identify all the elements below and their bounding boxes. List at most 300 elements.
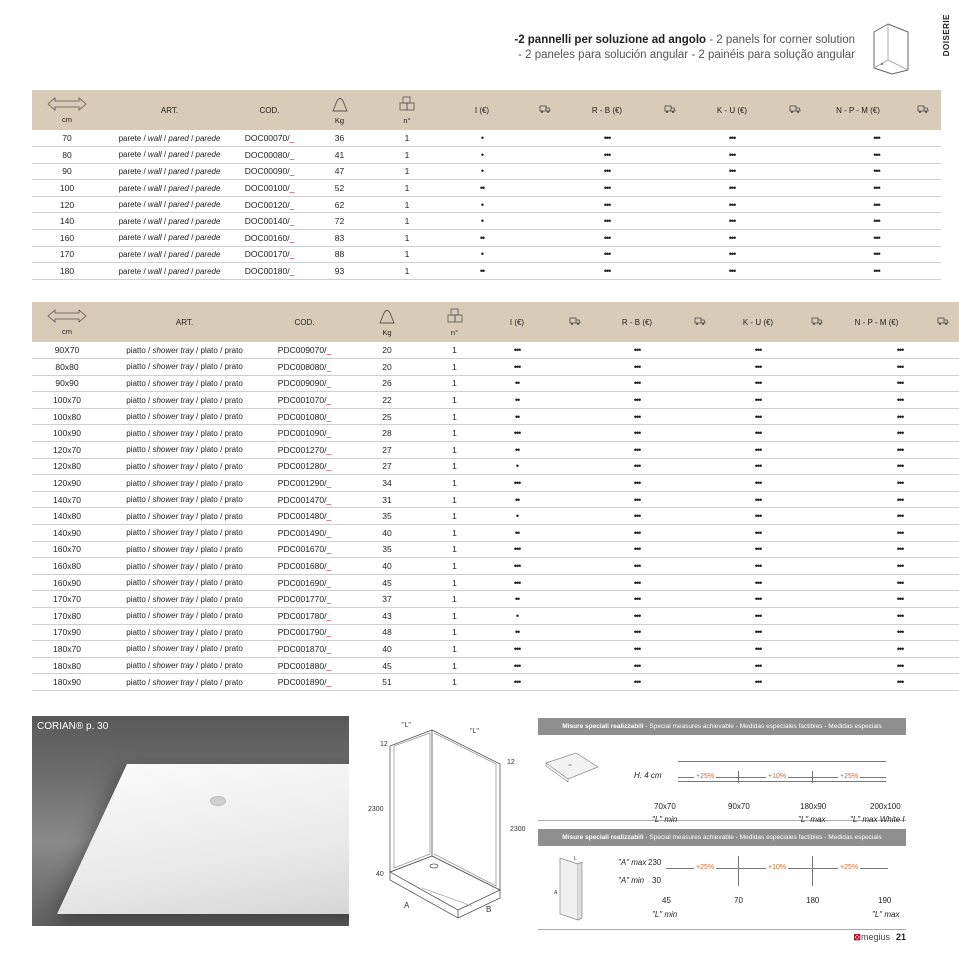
availability-npm-cell-text: ••• xyxy=(896,610,904,621)
availability-ku-cell-text: ••• xyxy=(754,511,762,522)
tick-mark xyxy=(812,856,813,886)
spacer-cell xyxy=(652,130,687,147)
weight-cell xyxy=(342,408,432,425)
article-cell-text: parete / wall / pared / parede xyxy=(118,200,221,210)
size-cell-text: 80 xyxy=(62,149,72,160)
table-row xyxy=(32,541,959,558)
availability-i-cell xyxy=(477,574,557,591)
article-cell xyxy=(102,541,267,558)
col-cm-header xyxy=(32,302,102,342)
box2-head-rest: - Special measures achievable - Medidas especiales factibles - Medidas especiais xyxy=(643,834,882,841)
packages-cell-text: 1 xyxy=(452,428,457,439)
col-art-header: ART. xyxy=(175,317,194,327)
box2-body xyxy=(538,846,906,930)
finish-suffix-mark: _ xyxy=(326,561,332,572)
size-cell-text: 170x70 xyxy=(53,594,81,605)
table-row xyxy=(32,408,959,425)
spacer-cell xyxy=(777,163,812,180)
a-min-label: "A" min xyxy=(618,876,645,885)
availability-npm-cell xyxy=(834,442,959,459)
article-cell-text: parete / wall / pared / parede xyxy=(118,183,221,193)
kg-label: Kg xyxy=(382,327,392,337)
packages-cell-text: 1 xyxy=(452,461,457,472)
availability-npm-cell xyxy=(834,375,959,392)
availability-rb-cell-text: ••• xyxy=(633,378,641,389)
availability-rb-cell-text: ••• xyxy=(603,199,611,210)
size-cell xyxy=(32,130,102,147)
weight-cell xyxy=(302,196,377,213)
packages-cell-text: 1 xyxy=(452,660,457,671)
availability-ku-cell xyxy=(717,375,799,392)
packages-cell-text: 1 xyxy=(452,395,457,406)
spacer-cell xyxy=(557,491,592,508)
truck-icon xyxy=(682,302,717,342)
availability-ku-cell-text: ••• xyxy=(754,577,762,588)
finish-suffix-mark: _ xyxy=(289,266,295,277)
a-max-value: 230 xyxy=(648,858,662,867)
size-cell xyxy=(32,491,102,508)
availability-npm-cell xyxy=(834,359,959,376)
article-cell xyxy=(102,392,267,409)
availability-rb-cell xyxy=(592,591,682,608)
code-cell-text: DOC00170/ xyxy=(244,249,290,260)
availability-i-cell-text: • xyxy=(480,216,484,227)
availability-npm-cell xyxy=(834,491,959,508)
table-row xyxy=(32,508,959,525)
spacer-cell xyxy=(799,458,834,475)
a-max-label: "A" max xyxy=(618,858,647,867)
heading-line2: - 2 paneles para solución angular - 2 painéis para solução angular xyxy=(518,49,855,61)
spacer-cell xyxy=(652,246,687,263)
tray-sketch-icon xyxy=(542,749,602,785)
packages-cell-text: 1 xyxy=(452,478,457,489)
availability-rb-cell xyxy=(562,147,652,164)
availability-i-cell xyxy=(477,442,557,459)
weight-cell xyxy=(342,525,432,542)
article-cell-text: piatto / shower tray / plato / prato xyxy=(126,345,243,355)
packages-cell-text: 1 xyxy=(452,411,457,422)
spacer-cell xyxy=(682,657,717,674)
finish-suffix-mark: _ xyxy=(289,133,295,144)
availability-rb-cell xyxy=(592,641,682,658)
tick-label: 70 xyxy=(734,896,743,905)
packages-cell xyxy=(432,458,477,475)
truck-icon xyxy=(919,302,959,342)
spacer-cell xyxy=(527,163,562,180)
packages-cell-text: 1 xyxy=(452,577,457,588)
code-cell xyxy=(237,180,302,197)
packages-cell-text: 1 xyxy=(404,216,410,227)
truck-icon xyxy=(777,90,812,130)
weight-cell xyxy=(342,491,432,508)
code-cell-text: PDC001070/ xyxy=(277,395,327,406)
availability-i-cell xyxy=(477,475,557,492)
weight-cell xyxy=(342,591,432,608)
code-cell-text: PDC001690/ xyxy=(277,577,327,588)
weight-cell xyxy=(302,213,377,230)
availability-npm-cell xyxy=(834,591,959,608)
availability-rb-cell xyxy=(592,491,682,508)
article-cell-text: piatto / shower tray / plato / prato xyxy=(126,478,243,488)
availability-ku-cell-text: ••• xyxy=(754,660,762,671)
article-cell xyxy=(102,624,267,641)
size-cell xyxy=(32,213,102,230)
article-cell-text: piatto / shower tray / plato / prato xyxy=(126,395,243,405)
table-row xyxy=(32,425,959,442)
truck-icon xyxy=(904,90,941,130)
size-cell-text: 100x90 xyxy=(53,428,81,439)
finish-suffix-mark: _ xyxy=(289,216,295,227)
packages-cell-text: 1 xyxy=(452,643,457,654)
drawing-label-l2: "L" xyxy=(470,728,479,735)
availability-i-cell-text: •• xyxy=(514,527,520,538)
size-cell xyxy=(32,392,102,409)
availability-npm-cell xyxy=(812,147,941,164)
weight-cell-text: 35 xyxy=(382,511,392,522)
tick-label: 70x70 xyxy=(654,802,676,811)
availability-ku-cell-text: ••• xyxy=(754,444,762,455)
availability-npm-cell xyxy=(834,342,959,359)
availability-npm-cell xyxy=(834,475,959,492)
availability-npm-cell-text: ••• xyxy=(896,378,904,389)
availability-i-cell xyxy=(477,541,557,558)
technical-drawing xyxy=(362,716,527,926)
availability-ku-cell xyxy=(717,458,799,475)
availability-rb-cell-text: ••• xyxy=(603,166,611,177)
availability-rb-cell-text: ••• xyxy=(633,594,641,605)
availability-npm-cell xyxy=(834,674,959,691)
spacer-cell xyxy=(799,674,834,691)
availability-i-cell-text: •• xyxy=(514,395,520,406)
availability-rb-cell xyxy=(562,180,652,197)
size-cell-text: 180 xyxy=(59,266,75,277)
availability-ku-cell xyxy=(717,342,799,359)
article-cell-text: piatto / shower tray / plato / prato xyxy=(126,412,243,422)
availability-rb-cell xyxy=(592,392,682,409)
availability-ku-cell-text: ••• xyxy=(728,149,736,160)
availability-npm-cell xyxy=(834,425,959,442)
availability-npm-cell-text: ••• xyxy=(896,478,904,489)
article-cell-text: parete / wall / pared / parede xyxy=(118,249,221,259)
spacer-cell xyxy=(652,163,687,180)
spacer-cell xyxy=(527,147,562,164)
code-cell-text: PDC009070/ xyxy=(277,345,327,356)
availability-ku-cell-text: ••• xyxy=(754,378,762,389)
packages-cell xyxy=(377,196,437,213)
availability-i-cell xyxy=(477,392,557,409)
availability-i-cell-text: ••• xyxy=(513,577,521,588)
article-cell xyxy=(102,375,267,392)
availability-ku-cell xyxy=(687,263,777,280)
size-cell xyxy=(32,458,102,475)
spacer-cell xyxy=(557,624,592,641)
spacer-cell xyxy=(682,558,717,575)
size-cell-text: 80x80 xyxy=(55,361,79,372)
packages-cell xyxy=(432,392,477,409)
spacer-cell xyxy=(799,541,834,558)
size-cell xyxy=(32,196,102,213)
shower-tray-image xyxy=(57,764,349,914)
spacer-cell xyxy=(557,657,592,674)
article-cell xyxy=(102,657,267,674)
article-cell-text: piatto / shower tray / plato / prato xyxy=(126,561,243,571)
packages-cell-text: 1 xyxy=(404,199,410,210)
availability-i-cell xyxy=(437,130,527,147)
tick-label: 200x100 xyxy=(870,802,901,811)
packages-cell xyxy=(432,608,477,625)
weight-cell-text: 43 xyxy=(382,610,392,621)
spacer-cell xyxy=(682,574,717,591)
availability-ku-cell xyxy=(717,508,799,525)
availability-rb-cell xyxy=(592,408,682,425)
weight-cell xyxy=(302,130,377,147)
availability-rb-cell-text: ••• xyxy=(633,677,641,688)
code-cell xyxy=(267,608,342,625)
article-cell-text: piatto / shower tray / plato / prato xyxy=(126,544,243,554)
size-cell-text: 70 xyxy=(62,133,72,144)
weight-cell xyxy=(342,558,432,575)
availability-rb-cell-text: ••• xyxy=(603,232,611,243)
article-cell-text: piatto / shower tray / plato / prato xyxy=(126,428,243,438)
availability-npm-cell xyxy=(834,558,959,575)
spacer-cell xyxy=(777,213,812,230)
availability-ku-cell xyxy=(717,624,799,641)
weight-cell-text: 22 xyxy=(382,395,392,406)
availability-rb-cell xyxy=(592,342,682,359)
box2-head-bold: Misure speciali realizzabili xyxy=(562,834,644,841)
size-cell xyxy=(32,425,102,442)
shower-tray-table xyxy=(32,302,959,691)
spacer-cell xyxy=(682,508,717,525)
drawing-label-b: B xyxy=(486,905,492,914)
size-cell-text: 90x90 xyxy=(55,378,79,389)
weight-cell xyxy=(302,180,377,197)
availability-i-cell-text: ••• xyxy=(513,561,521,572)
packages-cell xyxy=(432,591,477,608)
weight-cell xyxy=(302,246,377,263)
article-cell xyxy=(102,147,237,164)
table-row xyxy=(32,230,941,247)
finish-suffix-mark: _ xyxy=(326,594,332,605)
truck-icon xyxy=(799,302,834,342)
spacer-cell xyxy=(799,624,834,641)
availability-ku-cell xyxy=(717,541,799,558)
availability-npm-cell xyxy=(834,657,959,674)
availability-rb-cell-text: ••• xyxy=(633,361,641,372)
availability-npm-cell-text: ••• xyxy=(873,266,880,277)
availability-npm-cell-text: ••• xyxy=(896,461,904,472)
availability-i-cell xyxy=(477,657,557,674)
code-cell xyxy=(237,163,302,180)
product-photo xyxy=(32,716,349,926)
weight-cell-text: 34 xyxy=(382,478,392,489)
table-row xyxy=(32,458,959,475)
article-cell xyxy=(102,359,267,376)
spacer-cell xyxy=(652,213,687,230)
article-cell xyxy=(102,574,267,591)
availability-npm-cell-text: ••• xyxy=(896,494,904,505)
article-cell xyxy=(102,475,267,492)
availability-rb-cell xyxy=(592,608,682,625)
spacer-cell xyxy=(682,359,717,376)
availability-ku-cell xyxy=(717,657,799,674)
spacer-cell xyxy=(557,475,592,492)
availability-ku-cell xyxy=(717,641,799,658)
panel-sketch-icon xyxy=(552,854,588,924)
drawing-label-base: 40 xyxy=(376,871,384,878)
tick-label: 190 xyxy=(878,896,892,905)
code-cell xyxy=(237,246,302,263)
finish-suffix-mark: _ xyxy=(289,232,295,243)
code-cell-text: DOC00160/ xyxy=(244,232,290,243)
table-row xyxy=(32,574,959,591)
availability-ku-cell-text: ••• xyxy=(728,199,736,210)
spacer-cell xyxy=(799,442,834,459)
n-label: n° xyxy=(450,327,459,337)
availability-i-cell xyxy=(437,196,527,213)
availability-i-cell-text: ••• xyxy=(513,428,521,439)
packages-cell xyxy=(432,475,477,492)
weight-cell xyxy=(302,230,377,247)
availability-rb-cell xyxy=(562,246,652,263)
table-row xyxy=(32,674,959,691)
col-npm-header: N - P - M (€) xyxy=(836,105,880,115)
size-cell xyxy=(32,375,102,392)
availability-i-cell xyxy=(477,674,557,691)
size-cell xyxy=(32,475,102,492)
spacer-cell xyxy=(682,408,717,425)
availability-ku-cell-text: ••• xyxy=(728,216,736,227)
availability-rb-cell xyxy=(592,574,682,591)
weight-cell xyxy=(342,657,432,674)
weight-cell xyxy=(342,641,432,658)
availability-npm-cell-text: ••• xyxy=(896,361,904,372)
truck-icon xyxy=(652,90,687,130)
availability-ku-cell xyxy=(717,442,799,459)
size-cell-text: 120x70 xyxy=(53,444,81,455)
availability-npm-cell-text: ••• xyxy=(896,395,904,406)
a-min-value: 30 xyxy=(652,876,661,885)
spacer-cell xyxy=(652,147,687,164)
availability-npm-cell-text: ••• xyxy=(896,660,904,671)
weight-cell-text: 45 xyxy=(382,577,392,588)
size-cell-text: 180x70 xyxy=(53,643,81,654)
tick-label: 180x90 xyxy=(800,802,827,811)
drawing-label-a: A xyxy=(404,901,410,910)
article-cell xyxy=(102,508,267,525)
panel-l-label: L xyxy=(574,856,577,862)
availability-rb-cell-text: ••• xyxy=(633,627,641,638)
size-cell-text: 160x80 xyxy=(53,561,81,572)
packages-cell-text: 1 xyxy=(404,183,410,194)
availability-i-cell-text: •• xyxy=(514,378,520,389)
col-cm-header xyxy=(32,90,102,130)
code-cell-text: PDC001490/ xyxy=(277,527,327,538)
weight-cell xyxy=(302,163,377,180)
availability-ku-cell xyxy=(687,213,777,230)
brand-name: megius xyxy=(860,932,890,942)
availability-ku-cell xyxy=(717,591,799,608)
availability-ku-cell-text: ••• xyxy=(754,395,762,406)
code-cell xyxy=(267,408,342,425)
weight-cell-text: 52 xyxy=(334,183,345,194)
availability-rb-cell-text: ••• xyxy=(633,511,641,522)
availability-i-cell-text: •• xyxy=(479,183,485,194)
availability-i-cell xyxy=(477,558,557,575)
packages-cell xyxy=(432,425,477,442)
availability-ku-cell-text: ••• xyxy=(754,544,762,555)
size-cell-text: 180x90 xyxy=(53,677,81,688)
col-n-header xyxy=(432,302,477,342)
code-cell xyxy=(267,657,342,674)
availability-i-cell xyxy=(437,180,527,197)
availability-rb-cell xyxy=(592,525,682,542)
tick-mark xyxy=(738,856,739,886)
availability-rb-cell-text: ••• xyxy=(633,411,641,422)
spacer-cell xyxy=(799,408,834,425)
article-cell-text: piatto / shower tray / plato / prato xyxy=(126,461,243,471)
availability-npm-cell xyxy=(812,246,941,263)
article-cell xyxy=(102,458,267,475)
article-cell-text: parete / wall / pared / parede xyxy=(118,166,221,176)
table-row xyxy=(32,180,941,197)
article-cell-text: piatto / shower tray / plato / prato xyxy=(126,378,243,388)
availability-ku-cell-text: ••• xyxy=(754,643,762,654)
table-row xyxy=(32,147,941,164)
availability-i-cell xyxy=(477,491,557,508)
weight-cell-text: 36 xyxy=(334,133,345,144)
spacer-cell xyxy=(799,475,834,492)
availability-rb-cell-text: ••• xyxy=(603,249,611,260)
size-cell-text: 100x80 xyxy=(53,411,81,422)
article-cell xyxy=(102,408,267,425)
article-cell-text: piatto / shower tray / plato / prato xyxy=(126,511,243,521)
packages-cell xyxy=(432,408,477,425)
code-cell xyxy=(267,458,342,475)
availability-npm-cell xyxy=(812,230,941,247)
code-cell xyxy=(237,196,302,213)
spacer-cell xyxy=(557,641,592,658)
size-cell-text: 90X70 xyxy=(54,345,80,356)
wall-panels-table xyxy=(32,90,941,280)
availability-ku-cell xyxy=(687,147,777,164)
code-cell-text: PDC001790/ xyxy=(277,627,327,638)
col-rb-header: R - B (€) xyxy=(621,317,653,327)
availability-i-cell xyxy=(437,246,527,263)
measure-line xyxy=(678,781,886,782)
weight-cell-text: 45 xyxy=(382,660,392,671)
weight-cell xyxy=(342,508,432,525)
availability-i-cell xyxy=(477,458,557,475)
weight-cell-text: 72 xyxy=(334,216,345,227)
availability-npm-cell-text: ••• xyxy=(873,232,880,243)
packages-cell-text: 1 xyxy=(452,511,457,522)
availability-i-cell-text: ••• xyxy=(513,544,521,555)
packages-cell xyxy=(432,657,477,674)
size-cell xyxy=(32,508,102,525)
availability-rb-cell-text: ••• xyxy=(633,660,641,671)
size-cell xyxy=(32,163,102,180)
spacer-cell xyxy=(799,342,834,359)
availability-i-cell-text: •• xyxy=(514,444,520,455)
availability-rb-cell-text: ••• xyxy=(633,544,641,555)
article-cell-text: parete / wall / pared / parede xyxy=(118,233,221,243)
weight-cell-text: 20 xyxy=(382,345,392,356)
availability-rb-cell xyxy=(592,624,682,641)
availability-ku-cell-text: ••• xyxy=(754,627,762,638)
article-cell-text: parete / wall / pared / parede xyxy=(118,266,221,276)
availability-rb-cell-text: ••• xyxy=(633,643,641,654)
